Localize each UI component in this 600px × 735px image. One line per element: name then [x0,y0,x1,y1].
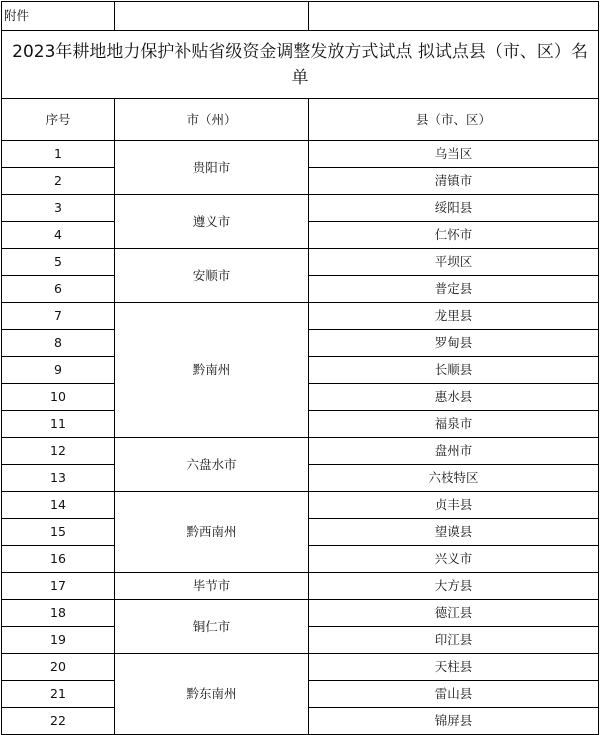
row-seq: 6 [2,276,115,303]
county-cell: 德江县 [309,600,599,627]
county-cell: 望谟县 [309,519,599,546]
row-seq: 14 [2,492,115,519]
row-seq: 11 [2,411,115,438]
county-cell: 罗甸县 [309,330,599,357]
county-cell: 普定县 [309,276,599,303]
county-cell: 惠水县 [309,384,599,411]
row-seq: 20 [2,654,115,681]
county-cell: 绥阳县 [309,195,599,222]
header-city: 市（州） [115,99,309,141]
document-title: 2023年耕地地力保护补贴省级资金调整发放方式试点 拟试点县（市、区）名单 [2,31,599,99]
county-cell: 龙里县 [309,303,599,330]
city-cell: 黔东南州 [115,654,309,735]
row-seq: 13 [2,465,115,492]
attachment-label: 附件 [2,2,115,31]
county-cell: 大方县 [309,573,599,600]
table-row [2,195,599,222]
row-seq: 5 [2,249,115,276]
row-seq: 8 [2,330,115,357]
table-row [2,600,599,627]
city-cell: 铜仁市 [115,600,309,654]
row-seq: 17 [2,573,115,600]
city-cell: 贵阳市 [115,141,309,195]
table-row [2,654,599,681]
row-seq: 2 [2,168,115,195]
table-row [2,573,599,600]
county-cell: 六枝特区 [309,465,599,492]
county-cell: 仁怀市 [309,222,599,249]
row-seq: 4 [2,222,115,249]
county-cell: 雷山县 [309,681,599,708]
row-seq: 12 [2,438,115,465]
table-row [2,303,599,330]
county-cell: 贞丰县 [309,492,599,519]
county-cell: 福泉市 [309,411,599,438]
pilot-county-table [1,1,599,735]
title-row [2,31,599,99]
table-row [2,141,599,168]
row-seq: 21 [2,681,115,708]
city-cell: 六盘水市 [115,438,309,492]
county-cell: 盘州市 [309,438,599,465]
row-seq: 7 [2,303,115,330]
table-row [2,249,599,276]
empty-cell [309,2,599,31]
row-seq: 15 [2,519,115,546]
row-seq: 19 [2,627,115,654]
row-seq: 22 [2,708,115,735]
table-row [2,438,599,465]
city-cell: 黔南州 [115,303,309,438]
county-cell: 平坝区 [309,249,599,276]
row-seq: 1 [2,141,115,168]
header-county: 县（市、区） [309,99,599,141]
county-cell: 长顺县 [309,357,599,384]
city-cell: 黔西南州 [115,492,309,573]
county-cell: 印江县 [309,627,599,654]
row-seq: 10 [2,384,115,411]
row-seq: 18 [2,600,115,627]
city-cell: 毕节市 [115,573,309,600]
row-seq: 9 [2,357,115,384]
header-row [2,99,599,141]
county-cell: 兴义市 [309,546,599,573]
county-cell: 锦屏县 [309,708,599,735]
row-seq: 16 [2,546,115,573]
table-row [2,492,599,519]
city-cell: 遵义市 [115,195,309,249]
county-cell: 天柱县 [309,654,599,681]
header-seq: 序号 [2,99,115,141]
attachment-row [2,2,599,31]
empty-cell [115,2,309,31]
county-cell: 乌当区 [309,141,599,168]
city-cell: 安顺市 [115,249,309,303]
row-seq: 3 [2,195,115,222]
county-cell: 清镇市 [309,168,599,195]
